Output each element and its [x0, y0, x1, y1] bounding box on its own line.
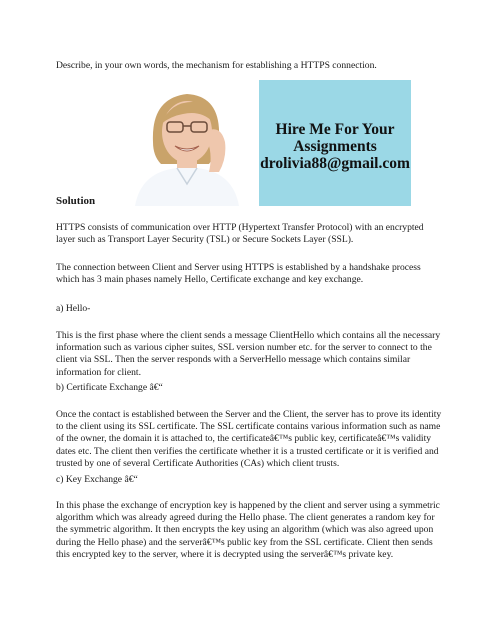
ad-email[interactable]: drolivia88@gmail.com: [260, 154, 410, 172]
ad-line-2: Assignments: [293, 137, 377, 155]
ad-line-1: Hire Me For Your: [275, 120, 395, 138]
heading-certificate-exchange: b) Certificate Exchange â€“: [56, 382, 163, 393]
question-text: Describe, in your own words, the mechanism for establishing a HTTPS connection.: [56, 60, 377, 71]
paragraph-hello: This is the first phase where the client sends a message ClientHello which contains all the necessary information such as various cipher suites, SSL version number etc. for the server to connect to the client via SSL. Then the server responds with a ServerHello message which contains similar information for client.: [56, 330, 441, 378]
paragraph-key-exchange: In this phase the exchange of encryption key is happened by the client and server using a symmetric algorithm which was already agreed during the Hello phase. The client generates a random key for the symmetric algorithm. It then encrypts the key using an algorithm (which was also agreed upon during the Hello phase) and the serverâ€™s public key from the SSL certificate. Client then sends this encrypted key to the server, where it is decrypted using the serverâ€™s private key.: [56, 500, 440, 560]
ad-banner[interactable]: [101, 80, 411, 206]
heading-hello: a) Hello-: [56, 303, 91, 314]
woman-photo: [101, 80, 259, 206]
ad-text-panel[interactable]: [259, 80, 411, 206]
woman-illustration: [101, 80, 259, 206]
paragraph-intro: HTTPS consists of communication over HTTP (Hypertext Transfer Protocol) with an encrypted layer such as Transport Layer Security (TSL) or Secure Sockets Layer (SSL).: [56, 222, 424, 246]
paragraph-handshake: The connection between Client and Server using HTTPS is established by a handshake process which has 3 main phases namely Hello, Certificate exchange and key exchange.: [56, 262, 421, 286]
solution-heading: Solution: [56, 195, 96, 207]
heading-key-exchange: c) Key Exchange â€“: [56, 474, 138, 485]
paragraph-certificate-exchange: Once the contact is established between the Server and the Client, the server has to prove its identity to the client using its SSL certificate. The SSL certificate contains various information such as name of the owner, the domain it is attached to, the certificateâ€™s public key, certificateâ€™s validity dates etc. The client then verifies the certificate whether it is a trusted certificate or it is verified and trusted by one of several Certificate Authorities (CAs) which client trusts.: [56, 409, 442, 469]
